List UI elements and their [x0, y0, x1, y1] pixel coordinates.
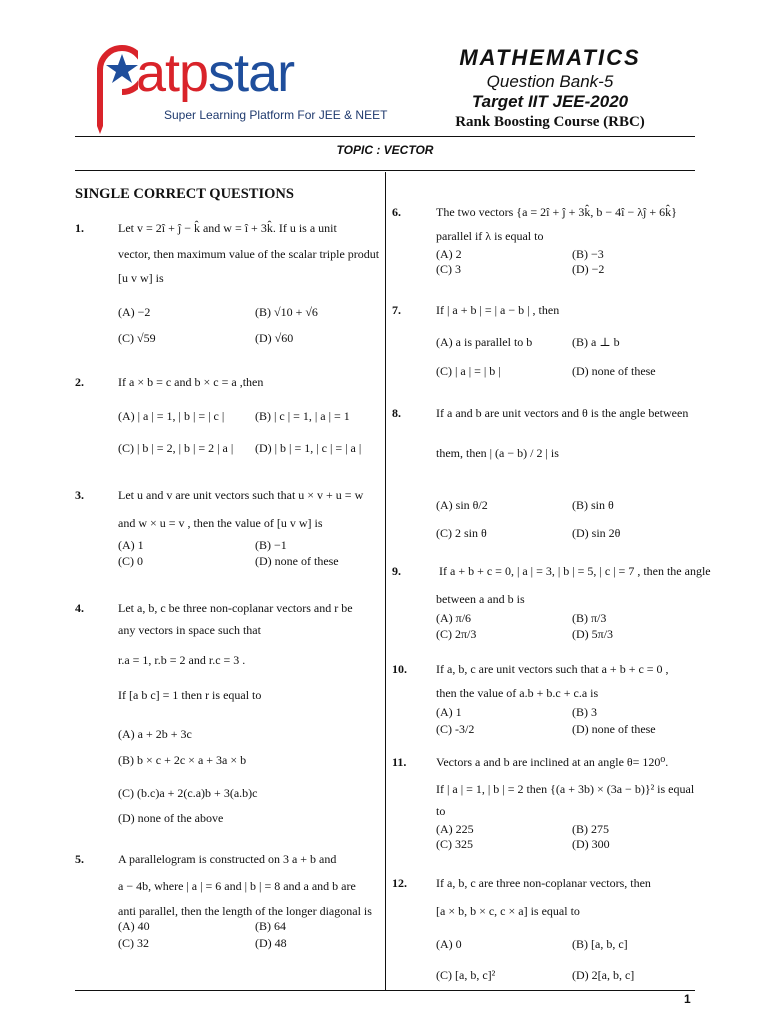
question-number: 1.	[75, 221, 84, 235]
logo-pin-icon	[92, 40, 138, 136]
question-text-line: any vectors in space such that	[118, 623, 261, 637]
question-text-line: a − 4b, where | a | = 6 and | b | = 8 and a and b are	[118, 879, 356, 893]
question-text-line: anti parallel, then the length of the longer diagonal is	[118, 904, 372, 918]
option-a: (A) 1	[118, 538, 144, 552]
question-text-line: If | a | = 1, | b | = 2 then {(a + 3b) × (3a − b)}² is equal	[436, 782, 695, 796]
question-text-line: to	[436, 804, 446, 818]
question-text-line: If a, b, c are unit vectors such that a + b + c = 0 ,	[436, 662, 669, 676]
question-number: 10.	[392, 662, 407, 676]
question-text-line: [a × b, b × c, c × a] is equal to	[436, 904, 580, 918]
option-c: (C) | a | = | b |	[436, 364, 501, 378]
option-b: (B) √10 + √6	[255, 305, 318, 319]
option-d: (D) | b | = 1, | c | = | a |	[255, 441, 362, 455]
option-b: (B) 3	[572, 705, 597, 719]
option-d: (D) none of the above	[118, 811, 224, 825]
option-b: (B) b × c + 2c × a + 3a × b	[118, 753, 247, 767]
question-number: 12.	[392, 876, 407, 890]
option-d: (D) 5π/3	[572, 627, 614, 641]
header-title-block	[420, 44, 680, 132]
bottom-rule	[75, 990, 695, 991]
option-d: (D) none of these	[255, 554, 339, 568]
option-b: (B) −1	[255, 538, 287, 552]
option-a: (A) 1	[436, 705, 462, 719]
question-text-line: Let v = 2î + ĵ − k̂ and w = î + 3k̂. If u is a unit	[118, 221, 337, 235]
option-c: (C) 0	[118, 554, 143, 568]
option-b: (B) [a, b, c]	[572, 937, 628, 951]
option-a: (A) 0	[436, 937, 462, 951]
option-d: (D) 48	[255, 936, 287, 950]
option-d: (D) √60	[255, 331, 294, 345]
top-rule	[75, 136, 695, 137]
question-text-line: A parallelogram is constructed on 3 a + b and	[118, 852, 337, 866]
section-title: SINGLE CORRECT QUESTIONS	[75, 186, 294, 202]
option-d: (D) 300	[572, 837, 610, 851]
atpstar-logo	[92, 40, 392, 136]
option-c: (C) [a, b, c]²	[436, 968, 496, 982]
option-b: (B) 64	[255, 919, 286, 933]
option-a: (A) π/6	[436, 611, 472, 625]
question-text-line: Let u and v are unit vectors such that u × v + u = w	[118, 488, 364, 502]
logo-wordmark: atpstar	[136, 43, 295, 103]
question-text-line: If a and b are unit vectors and θ is the angle between	[436, 406, 689, 420]
question-text-line: The two vectors {a = 2î + ĵ + 3k̂, b − 4î − λĵ + 6k̂}	[436, 205, 677, 219]
option-d: (D) sin 2θ	[572, 526, 621, 540]
option-b: (B) a ⊥ b	[572, 335, 620, 349]
option-a: (A) a is parallel to b	[436, 335, 533, 349]
question-text-line: If | a + b | = | a − b | , then	[436, 303, 560, 317]
option-a: (A) 225	[436, 822, 474, 836]
option-a: (A) −2	[118, 305, 151, 319]
question-text-line: Vectors a and b are inclined at an angle θ= 120⁰.	[436, 755, 669, 769]
page-number: 1	[684, 992, 691, 1006]
question-text-line: If a × b = c and b × c = a ,then	[118, 375, 264, 389]
option-d: (D) 2[a, b, c]	[572, 968, 635, 982]
question-text-line: and w × u = v , then the value of [u v w] is	[118, 516, 323, 530]
question-text-line: r.a = 1, r.b = 2 and r.c = 3 .	[118, 653, 246, 667]
question-number: 4.	[75, 601, 84, 615]
option-a: (A) 40	[118, 919, 150, 933]
topic-heading: TOPIC : VECTOR	[336, 143, 434, 157]
option-b: (B) 275	[572, 822, 609, 836]
option-b: (B) sin θ	[572, 498, 614, 512]
option-b: (B) π/3	[572, 611, 607, 625]
question-text-line: [u v w] is	[118, 271, 164, 285]
question-number: 2.	[75, 375, 84, 389]
course-label: Rank Boosting Course (RBC)	[455, 114, 645, 130]
logo-tagline: Super Learning Platform For JEE & NEET	[164, 108, 388, 122]
option-c: (C) | b | = 2, | b | = 2 | a |	[118, 441, 234, 455]
option-c: (C) 32	[118, 936, 149, 950]
question-number: 5.	[75, 852, 84, 866]
question-text-line: If a, b, c are three non-coplanar vectors, then	[436, 876, 651, 890]
column-divider	[385, 172, 386, 990]
option-a: (A) | a | = 1, | b | = | c |	[118, 409, 225, 423]
option-c: (C) 3	[436, 262, 461, 276]
question-number: 3.	[75, 488, 84, 502]
option-c: (C) √59	[118, 331, 156, 345]
question-number: 9.	[392, 564, 401, 578]
option-a: (A) 2	[436, 247, 462, 261]
option-c: (C) 325	[436, 837, 473, 851]
option-b: (B) | c | = 1, | a | = 1	[255, 409, 350, 423]
option-a: (A) sin θ/2	[436, 498, 488, 512]
question-text-line: Let a, b, c be three non-coplanar vectors and r be	[118, 601, 353, 615]
topic-rule	[75, 170, 695, 171]
option-c: (C) -3/2	[436, 722, 475, 736]
option-c: (C) 2 sin θ	[436, 526, 487, 540]
question-text-line: between a and b is	[436, 592, 525, 606]
option-c: (C) 2π/3	[436, 627, 477, 641]
option-a: (A) a + 2b + 3c	[118, 727, 192, 741]
question-text-line: parallel if λ is equal to	[436, 229, 544, 243]
question-number: 7.	[392, 303, 401, 317]
question-text-line: If a + b + c = 0, | a | = 3, | b | = 5, | c | = 7 , then the angle	[439, 564, 711, 578]
subject-title: MATHEMATICS	[459, 45, 641, 70]
question-number: 8.	[392, 406, 401, 420]
question-text-line: If [a b c] = 1 then r is equal to	[118, 688, 262, 702]
option-d: (D) none of these	[572, 722, 656, 736]
target-label: Target IIT JEE-2020	[471, 92, 629, 111]
option-c: (C) (b.c)a + 2(c.a)b + 3(a.b)c	[118, 786, 258, 800]
question-text-line: them, then | (a − b) / 2 | is	[436, 446, 559, 460]
question-text-line: then the value of a.b + b.c + c.a is	[436, 686, 599, 700]
question-number: 6.	[392, 205, 401, 219]
option-d: (D) none of these	[572, 364, 656, 378]
option-b: (B) −3	[572, 247, 604, 261]
question-text-line: vector, then maximum value of the scalar triple produt	[118, 247, 380, 261]
question-bank-label: Question Bank-5	[486, 72, 614, 91]
question-number: 11.	[392, 755, 407, 769]
option-d: (D) −2	[572, 262, 605, 276]
